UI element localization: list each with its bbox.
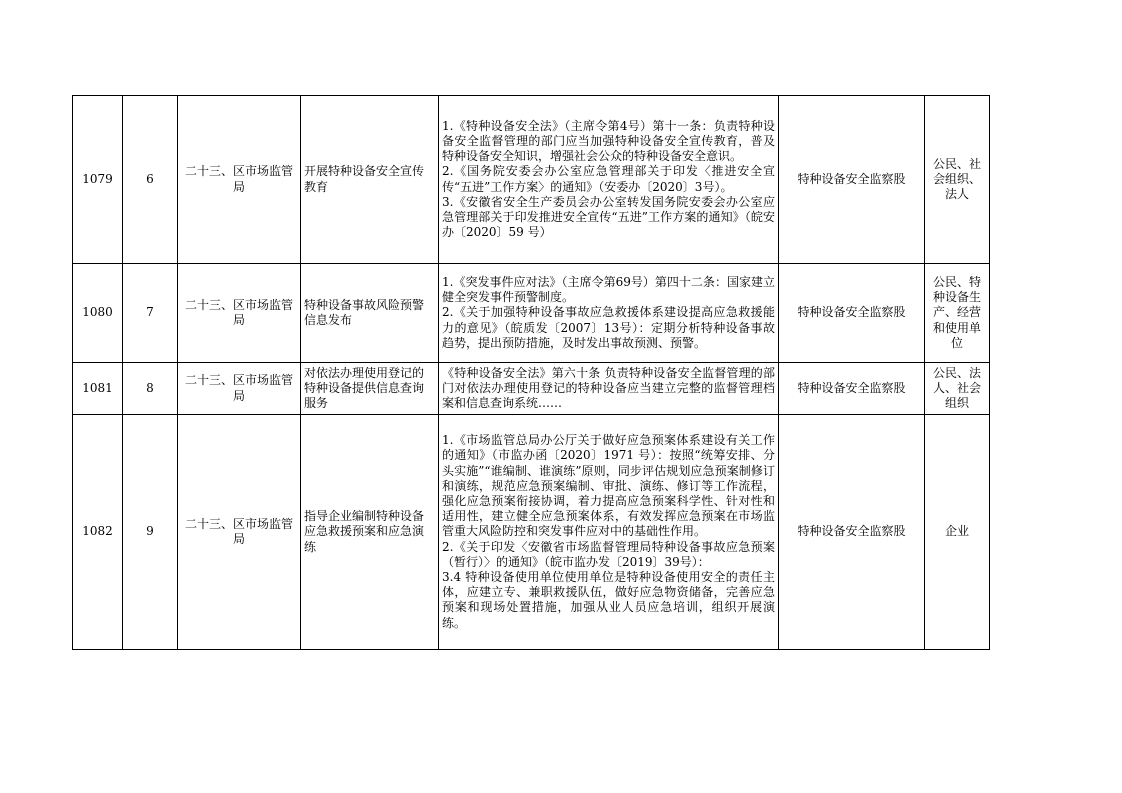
row-seq: 7 xyxy=(123,264,178,363)
basis-paragraph: 1.《特种设备安全法》（主席令第4号）第十一条：负责特种设备安全监督管理的部门应当加强特种设备安全宣传教育，普及特种设备安全知识，增强社会公众的特种设备安全意识。 xyxy=(442,118,775,164)
row-basis xyxy=(439,96,779,264)
row-basis xyxy=(439,264,779,363)
row-id: 1080 xyxy=(73,264,123,363)
table-row xyxy=(73,264,990,363)
row-target: 企业 xyxy=(925,415,990,650)
basis-paragraph: 2.《关于加强特种设备事故应急救援体系建设提高应急救援能力的意见》（皖质发〔2007〕13号）：定期分析特种设备事故趋势，提出预防措施，及时发出事故预测、预警。 xyxy=(442,305,775,350)
basis-paragraph: 2.《国务院安委会办公室应急管理部关于印发〈推进安全宣传“五进”工作方案〉的通知》（安委办〔2020〕3号）。 xyxy=(442,164,775,194)
matters-table xyxy=(72,95,990,650)
row-id: 1079 xyxy=(73,96,123,264)
row-id: 1082 xyxy=(73,415,123,650)
row-dept: 二十三、区市场监管局 xyxy=(178,96,301,264)
row-item: 特种设备事故风险预警信息发布 xyxy=(301,264,439,363)
table-body xyxy=(73,96,990,650)
row-unit: 特种设备安全监察股 xyxy=(779,415,925,650)
row-seq: 6 xyxy=(123,96,178,264)
basis-paragraph: 《特种设备安全法》第六十条 负责特种设备安全监督管理的部门对依法办理使用登记的特种设备应当建立完整的监督管理档案和信息查询系统…… xyxy=(442,365,775,411)
row-seq: 9 xyxy=(123,415,178,650)
basis-paragraph: 3.《安徽省安全生产委员会办公室转发国务院安委会办公室应急管理部关于印发推进安全宣传“五进”工作方案的通知》（皖安办〔2020〕59 号） xyxy=(442,194,775,240)
basis-paragraph: 2.《关于印发〈安徽省市场监督管理局特种设备事故应急预案（暂行）〉的通知》（皖市监办发〔2019〕39号）： xyxy=(442,539,775,569)
row-dept: 二十三、区市场监管局 xyxy=(178,415,301,650)
basis-paragraph: 1.《市场监管总局办公厅关于做好应急预案体系建设有关工作的通知》（市监办函〔2020〕1971 号）：按照“统筹安排、分头实施”“谁编制、谁演练”原则，同步评估规划应急预案制修订和演练，规范应急预案编制、审批、演练、修订等工作流程，强化应急预案衔接协调，着力提高应急预案科学性、针对性和适用性，建立健全应急预案体系，有效发挥应急预案在市场监管重大风险防控和突发事件应对中的基础性作用。 xyxy=(442,433,775,539)
row-target: 公民、法人、社会组织 xyxy=(925,363,990,415)
row-seq: 8 xyxy=(123,363,178,415)
row-target: 公民、社会组织、法人 xyxy=(925,96,990,264)
row-id: 1081 xyxy=(73,363,123,415)
basis-paragraph: 3.4 特种设备使用单位使用单位是特种设备使用安全的责任主体，应建立专、兼职救援队伍，做好应急物资储备，完善应急预案和现场处置措施，加强从业人员应急培训，组织开展演练。 xyxy=(442,570,775,630)
row-target: 公民、特种设备生产、经营和使用单位 xyxy=(925,264,990,363)
row-unit: 特种设备安全监察股 xyxy=(779,96,925,264)
row-item: 指导企业编制特种设备应急救援预案和应急演练 xyxy=(301,415,439,650)
row-dept: 二十三、区市场监管局 xyxy=(178,264,301,363)
table-row xyxy=(73,415,990,650)
basis-paragraph: 1.《突发事件应对法》（主席令第69号）第四十二条：国家建立健全突发事件预警制度。 xyxy=(442,274,775,305)
row-unit: 特种设备安全监察股 xyxy=(779,264,925,363)
row-item: 开展特种设备安全宣传教育 xyxy=(301,96,439,264)
row-dept: 二十三、区市场监管局 xyxy=(178,363,301,415)
row-unit: 特种设备安全监察股 xyxy=(779,363,925,415)
table-row xyxy=(73,363,990,415)
row-basis xyxy=(439,415,779,650)
table-row xyxy=(73,96,990,264)
row-basis xyxy=(439,363,779,415)
row-item: 对依法办理使用登记的特种设备提供信息查询服务 xyxy=(301,363,439,415)
